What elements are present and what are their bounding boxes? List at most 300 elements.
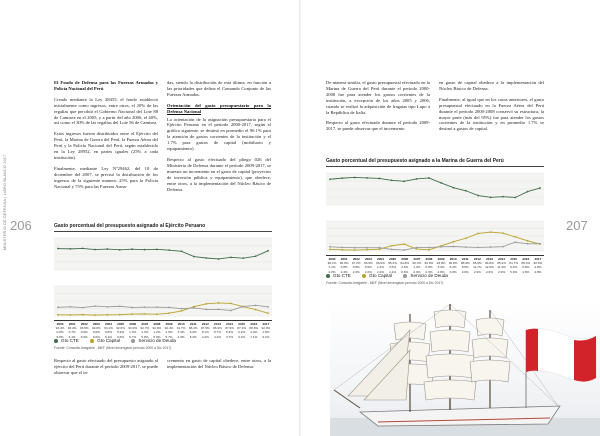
data-point (181, 250, 183, 252)
legend-label: Servicio de Deuda (138, 338, 176, 343)
value-cell: 11.7% (473, 265, 482, 270)
year-label: 2013 (486, 257, 493, 261)
value-cell: 0.6% (401, 269, 409, 274)
value-cell: 2.3% (413, 269, 421, 274)
value-cell: 5.9% (141, 334, 149, 339)
value-cell: 4.4% (213, 334, 221, 339)
data-point (329, 248, 331, 250)
value-cell: 1.2% (153, 330, 161, 335)
data-point (205, 257, 207, 259)
year-label: 2003 (92, 322, 100, 326)
value-cell: 88.4% (188, 326, 198, 331)
legend-label: Gto Capital (369, 273, 393, 278)
sail (426, 354, 474, 378)
value-cell: 4.6% (401, 265, 409, 270)
value-cell: 0.9% (80, 330, 88, 335)
data-point (131, 313, 133, 315)
value-cell: 2.6% (485, 269, 493, 274)
value-cell: 12.6% (485, 265, 494, 270)
value-cell: 0.9% (117, 330, 125, 335)
legend-label: Servicio de Deuda (410, 273, 448, 278)
value-cell: 85.2% (497, 261, 506, 266)
value-cell: 84.8% (485, 261, 494, 266)
legend-item (54, 338, 79, 343)
data-point (502, 246, 504, 248)
data-point (514, 241, 516, 243)
year-label: 2001 (340, 257, 348, 261)
value-cell: 92.8% (91, 326, 101, 331)
data-point (230, 310, 232, 312)
value-cell: 2.8% (437, 269, 445, 274)
paragraph: Respecto al gasto efectuado del pliego 026 del Ministerio de Defensa durante el período 2009-2017, se muestra un incremento en el gasto de capital (proyectos de inversión pública y equipamiento), que obedece, entre otros, a la implementación del Núcleo Básico de Defensa. (167, 156, 271, 192)
value-cell: 2.2% (364, 269, 372, 274)
data-point (329, 246, 331, 248)
value-cell: 5.4% (189, 334, 197, 339)
value-cell: 88.6% (249, 326, 259, 331)
value-cell: 92.9% (152, 326, 162, 331)
year-label: 2010 (449, 257, 457, 261)
legend-swatch (90, 339, 94, 343)
value-cell: 6.1% (68, 334, 76, 339)
value-cell: 2.9% (498, 269, 506, 274)
year-label: 2017 (534, 257, 542, 261)
data-point (156, 306, 158, 308)
value-cell: 93.2% (67, 326, 77, 331)
data-point (156, 313, 158, 315)
data-point (391, 179, 393, 181)
value-cell: 92.6% (116, 326, 125, 331)
data-point (218, 309, 220, 311)
chart2-title: Gasto porcentual del presupuesto asignado a la Marina de Guerra del Perú (326, 158, 504, 164)
value-cell: 87.5% (200, 326, 210, 331)
left-column-1 (54, 80, 158, 195)
sail (424, 380, 476, 400)
year-label: 2001 (68, 322, 76, 326)
tall-ship-photo (330, 300, 600, 436)
year-label: 2012 (201, 322, 209, 326)
data-point (477, 233, 479, 235)
paragraph: Respecto al gasto efectuado durante el período 2009-2017, se puede observar que el incremento (326, 120, 430, 132)
page-gutter (299, 0, 301, 436)
data-point (119, 314, 121, 316)
data-point (131, 307, 133, 309)
data-point (428, 177, 430, 179)
value-cell: 0.8% (340, 265, 348, 270)
value-cell: 11.9% (497, 265, 506, 270)
year-label: 2006 (401, 257, 409, 261)
year-label: 2017 (262, 322, 270, 326)
data-point (242, 257, 244, 259)
data-point (82, 307, 84, 309)
data-point (539, 187, 541, 189)
data-point (82, 314, 84, 316)
value-cell: 1.1% (328, 265, 336, 270)
data-point (416, 178, 418, 180)
legend-label: Gto CTE (61, 338, 79, 343)
data-point (205, 303, 207, 305)
data-point (57, 248, 59, 250)
data-point (205, 309, 207, 311)
value-cell: 6.6% (92, 334, 100, 339)
data-point (144, 313, 146, 315)
year-label: 2011 (189, 322, 197, 326)
data-point (341, 249, 343, 251)
value-cell: 90.8% (448, 261, 458, 266)
value-cell: 6.8% (522, 265, 530, 270)
data-point (69, 314, 71, 316)
value-cell: 1.9% (165, 330, 173, 335)
army-spending-chart (54, 234, 272, 318)
data-point (477, 195, 479, 197)
data-point (539, 243, 541, 245)
year-label: 2006 (129, 322, 137, 326)
year-label: 2014 (226, 322, 234, 326)
sail (430, 330, 470, 352)
data-point (69, 248, 71, 250)
sail (470, 360, 510, 382)
value-cell: 3.5% (389, 265, 397, 270)
data-point (119, 249, 121, 251)
value-cell: 5.7% (129, 334, 137, 339)
legend-item (326, 273, 351, 278)
year-label: 2013 (214, 322, 221, 326)
data-point (465, 246, 467, 248)
paragraph: das, siendo la distribución de esta última, en función a las prioridades que defina el Comando Conjunto de las Fuerzas Armadas. (167, 80, 271, 97)
value-cell: 7.1% (250, 334, 258, 339)
data-point (119, 305, 121, 307)
value-cell: 6.4% (238, 334, 246, 339)
data-point (502, 232, 504, 234)
value-cell: 90.6% (533, 261, 543, 266)
data-point (527, 243, 529, 245)
data-point (514, 197, 516, 199)
value-cell: 84.7% (509, 261, 519, 266)
value-cell: 2.2% (376, 269, 385, 274)
value-cell: 97.2% (351, 261, 361, 266)
value-cell: 96.9% (363, 261, 373, 266)
paragraph: Finalmente, al igual que en los casos anteriores, el gasto presupuestal efectuado en la Fuerza Aérea del Perú durante el período 2000-2008 conservó su estructura, la mayor parte (más del 95%) fue para atender los gastos corrientes de la institución y en promedio 1.7% se destinó a gastos de capital. (439, 96, 544, 132)
value-cell: 6.2% (449, 265, 457, 270)
value-cell: 6.1% (262, 334, 270, 339)
value-cell: 5.9% (510, 269, 518, 274)
legend-swatch (54, 339, 58, 343)
value-cell: 92.0% (261, 326, 271, 331)
value-cell: 5.9% (153, 334, 161, 339)
data-point (440, 182, 442, 184)
data-point (168, 249, 170, 251)
value-cell: 5.8% (56, 334, 64, 339)
data-point (168, 307, 170, 309)
value-cell: 96.1% (327, 261, 337, 266)
data-point (391, 245, 393, 247)
paragraph: Respecto al gasto efectuado del presupuesto asignado al ejército del Perú durante el período 2009-2017, se puede observar que el in- (54, 358, 158, 375)
data-point (428, 247, 430, 249)
year-label: 2016 (522, 257, 530, 261)
legend-item (362, 273, 392, 278)
data-point (329, 178, 331, 180)
chart1-rule (54, 231, 272, 232)
data-point (502, 196, 504, 198)
data-point (440, 246, 442, 248)
left-page-number: 206 (10, 218, 32, 233)
data-point (242, 306, 244, 308)
year-label: 2011 (461, 257, 469, 261)
value-cell: 6.2% (238, 330, 246, 335)
data-point (490, 246, 492, 248)
data-point (230, 303, 232, 305)
year-label: 2002 (80, 322, 88, 326)
value-cell: 0.7% (68, 330, 76, 335)
value-cell: 4.8% (522, 269, 530, 274)
data-point (391, 248, 393, 250)
value-cell: 0.8% (104, 330, 113, 335)
data-point (453, 187, 455, 189)
value-cell: 1.4% (413, 265, 421, 270)
legend-swatch (403, 274, 407, 278)
data-point (107, 248, 109, 250)
value-cell: 96.9% (424, 261, 434, 266)
value-cell: 87.9% (225, 326, 234, 331)
chart2-rule (326, 166, 544, 167)
value-cell: 3.4% (437, 265, 445, 270)
year-label: 2002 (352, 257, 360, 261)
data-point (354, 177, 356, 179)
value-cell: 0.6% (352, 265, 360, 270)
orientation-heading: Orientación del gasto presupuestario para la Defensa Nacional (167, 102, 271, 114)
paragraph: La orientación de la asignación presupuestaria para el Ejército Peruano en el período 2000-2017, según el gráfico siguiente, se destinó en promedio el 90.1% para la atención de gastos corrientes de la institución y el 1.7% para gastos de capital (mobiliario y equipamiento). (167, 116, 271, 152)
fund-heading: El Fondo de Defensa para las Fuerzas Armadas y Policía Nacional del Perú (54, 80, 158, 91)
value-cell: 4.3% (250, 330, 258, 335)
data-point (416, 247, 418, 249)
data-point (527, 191, 529, 193)
sail (434, 310, 466, 328)
value-cell: 2.8% (328, 269, 336, 274)
data-point (527, 240, 529, 242)
value-cell: 5.6% (80, 334, 88, 339)
value-cell: 0.9% (364, 265, 372, 270)
value-cell: 3.7% (226, 334, 234, 339)
value-cell: 96.6% (376, 261, 385, 266)
data-point (267, 250, 269, 252)
legend-swatch (362, 274, 366, 278)
data-point (453, 246, 455, 248)
value-cell: 93.5% (79, 326, 89, 331)
data-point (94, 249, 96, 251)
value-cell: 2.6% (461, 269, 469, 274)
value-cell: 87.4% (237, 326, 247, 331)
chart1-title: Gasto porcentual del presupuesto asignado al Ejército Peruano (54, 223, 206, 229)
data-point (403, 180, 405, 182)
value-cell: 0.6% (92, 330, 100, 335)
data-point (341, 247, 343, 249)
year-label: 2008 (425, 257, 433, 261)
legend-item (90, 338, 120, 343)
running-vertical-title: MINISTERIO DE DEFENSA | LIBRO BLANCO 2017 (3, 154, 7, 250)
data-point (218, 258, 220, 260)
year-label: 2014 (498, 257, 506, 261)
year-label: 2009 (165, 322, 173, 326)
left-bottom-column-2 (167, 358, 271, 375)
year-label: 2012 (473, 257, 481, 261)
year-label: 2005 (389, 257, 397, 261)
value-cell: 93.8% (436, 261, 446, 266)
year-label: 2000 (56, 322, 64, 326)
year-label: 2008 (153, 322, 161, 326)
value-cell: 93.4% (55, 326, 65, 331)
legend-swatch (326, 274, 330, 278)
value-cell: 1.2% (376, 265, 385, 270)
data-point (255, 255, 257, 257)
data-point (144, 249, 146, 251)
paragraph: Finalmente, mediante Ley Nº29462, del 10 de diciembre del 2007, se precisó la distribución de los ingresos de la siguiente manera: 25% para la Policía Nacional y 75% para las Fuerzas Arma- (54, 165, 158, 189)
value-cell: 86.9% (213, 326, 222, 331)
value-cell: 96.3% (412, 261, 422, 266)
year-label: 2007 (413, 257, 421, 261)
sail (472, 338, 508, 358)
data-point (453, 241, 455, 243)
data-point (366, 249, 368, 251)
paragraph: De manera similar, el gasto presupuestal efectuado en la Marina de Guerra del Perú durante el período 2000-2008 fue para atender los gastos corrientes de la institución, a excepción de los años 2005 y 2006, cuando se realizó la adquisición de fragatas tipo Lupo a la República de Italia. (326, 80, 430, 115)
paragraph: Estos ingresos fueron distribuidos entre el Ejército del Perú, la Marina de Guerra del Perú, la Fuerza Aérea del Perú y la Policía Nacional del Perú, según establecido en la Ley 28952, en partes iguales (25% a cada institución). (54, 131, 158, 160)
paragraph: cremento en gasto de capital obedece, entre otros, a la implementación del Núcleo Básico de Defensa. (167, 358, 271, 369)
value-cell: 2.4% (473, 269, 481, 274)
value-cell: 0.8% (425, 265, 433, 270)
data-point (267, 312, 269, 314)
value-cell: 88.9% (460, 261, 470, 266)
left-column-2 (167, 80, 271, 197)
legend-item (403, 273, 448, 278)
data-point (465, 237, 467, 239)
data-point (94, 305, 96, 307)
left-bottom-column-1 (54, 358, 158, 381)
value-cell: 4.9% (177, 334, 185, 339)
year-label: 2003 (364, 257, 372, 261)
value-cell: 0.8% (56, 330, 64, 335)
value-cell: 1.9% (262, 330, 270, 335)
sail (476, 318, 504, 336)
data-point (366, 247, 368, 249)
data-point (218, 302, 220, 304)
data-point (514, 236, 516, 238)
data-point (69, 306, 71, 308)
chart2-legend (326, 273, 458, 279)
year-label: 2000 (328, 257, 336, 261)
value-cell: 92.7% (140, 326, 150, 331)
value-cell: 8.1% (201, 330, 209, 335)
year-label: 2004 (105, 322, 112, 326)
value-cell: 5.7% (165, 334, 173, 339)
value-cell: 91.7% (176, 326, 186, 331)
legend-label: Gto CTE (333, 273, 351, 278)
data-point (366, 177, 368, 179)
value-cell: 95.4% (388, 261, 397, 266)
year-label: 2007 (141, 322, 149, 326)
data-point (131, 248, 133, 250)
year-label: 2016 (250, 322, 258, 326)
value-cell: 6.1% (104, 334, 113, 339)
data-point (181, 308, 183, 310)
value-cell: 3.4% (177, 330, 185, 335)
data-point (354, 247, 356, 249)
year-label: 2004 (377, 257, 384, 261)
value-cell: 96.8% (339, 261, 349, 266)
data-point (428, 249, 430, 251)
navy-spending-chart (326, 169, 544, 253)
data-point (181, 310, 183, 312)
data-point (403, 243, 405, 245)
data-point (107, 306, 109, 308)
chart1-source: Fuente: Consulta Amigable - MEF (Nivel devengado período 2000 a Dic 2017) (54, 346, 172, 350)
value-cell: 8.5% (461, 265, 469, 270)
value-cell: 6.2% (189, 330, 197, 335)
value-cell: 2.2% (352, 269, 360, 274)
data-point (230, 256, 232, 258)
value-cell: 94.8% (400, 261, 410, 266)
chart1-data-table (54, 320, 272, 339)
data-point (107, 314, 109, 316)
data-point (341, 177, 343, 179)
value-cell: 4.8% (534, 269, 542, 274)
data-point (193, 256, 195, 258)
data-point (255, 309, 257, 311)
data-point (82, 248, 84, 250)
year-label: 2015 (510, 257, 518, 261)
data-point (267, 306, 269, 308)
year-label: 2005 (117, 322, 125, 326)
value-cell: 4.6% (534, 265, 542, 270)
legend-item (131, 338, 176, 343)
value-cell: 88.4% (521, 261, 531, 266)
value-cell: 8.7% (213, 330, 221, 335)
data-point (477, 247, 479, 249)
value-cell: 2.4% (340, 269, 348, 274)
paragraph: en gasto de capital obedece a la implementación del Núcleo Básico de Defensa. (439, 80, 544, 91)
value-cell: 85.9% (472, 261, 482, 266)
value-cell: 9.4% (510, 265, 518, 270)
value-cell: 93.1% (104, 326, 113, 331)
data-point (168, 312, 170, 314)
data-point (354, 249, 356, 251)
data-point (193, 307, 195, 309)
table-rule (54, 320, 272, 321)
tall-ship-illustration (330, 300, 600, 436)
paragraph: Creado mediante la Ley 28455, el fondo estableció inicialmente como ingresos, entre otros, el 20% de las regalías que percibió el Gobierno Nacional del Lote 88 de Camisea en el 2005, y a partir del año 2006, el 40%, así como el 30% de las regalías del Lote 56 de Camisea. (54, 96, 158, 126)
value-cell: 1.3% (129, 330, 137, 335)
data-point (255, 304, 257, 306)
ship-hull (360, 406, 560, 426)
chart1-legend (54, 338, 186, 344)
table-rule (326, 255, 544, 256)
value-cell: 3.0% (449, 269, 457, 274)
data-point (156, 248, 158, 250)
value-cell: 1.4% (141, 330, 149, 335)
chart2-data-table (326, 255, 544, 274)
legend-swatch (131, 339, 135, 343)
value-cell: 4.4% (201, 334, 209, 339)
right-column-2 (439, 80, 544, 137)
data-point (490, 196, 492, 198)
legend-label: Gto Capital (97, 338, 121, 343)
value-cell: 93.0% (128, 326, 138, 331)
right-page-number: 207 (566, 218, 588, 233)
data-point (57, 306, 59, 308)
value-cell: 6.5% (117, 334, 125, 339)
year-label: 2009 (437, 257, 445, 261)
right-column-1 (326, 80, 430, 137)
data-point (94, 314, 96, 316)
data-point (144, 306, 146, 308)
value-cell: 92.4% (164, 326, 174, 331)
